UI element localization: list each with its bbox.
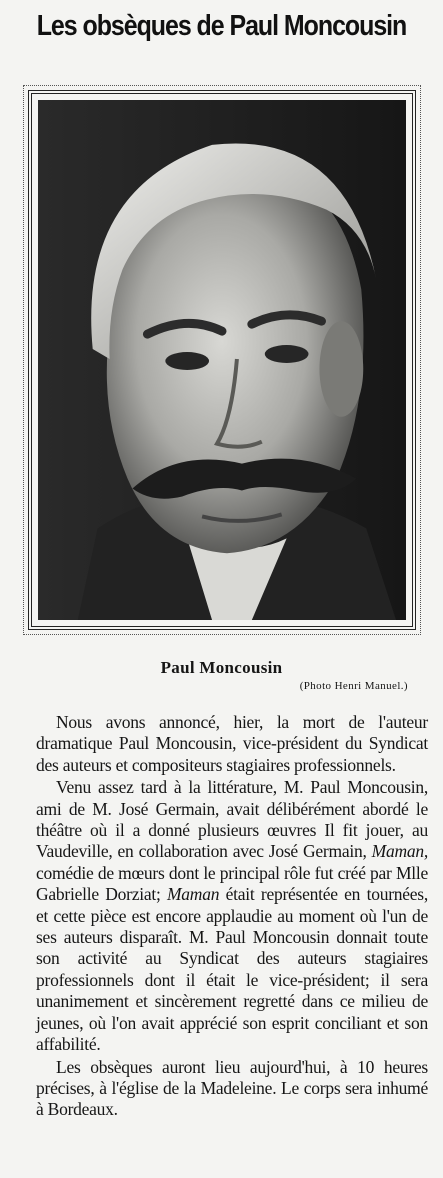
- article-paragraph-2-part-2: comédie de mœurs dont le principal rôle fut créé par Mlle Gabrielle Dorziat;: [36, 862, 428, 905]
- play-title-maman: Maman: [166, 884, 220, 905]
- article-paragraph-2-part-1: Venu assez tard à la littérature, M. Paul Moncousin, ami de M. José Germain, avait délibérément abordé le théâtre où il a donné plusieurs œuvres Il fit jouer, au Vaudeville, en collaboration avec José Germain,: [36, 777, 428, 862]
- portrait-illustration: [38, 100, 406, 620]
- play-title-maman: Maman,: [371, 841, 428, 862]
- article-paragraph-2: [36, 777, 428, 1055]
- article-paragraph-1: Nous avons annoncé, hier, la mort de l'auteur dramatique Paul Moncousin, vice-président du Syndicat des auteurs et compositeurs stagiaires professionnels.: [36, 712, 428, 775]
- headline: Les obsèques de Paul Moncousin: [36, 10, 407, 42]
- article-paragraph-2-part-3: était représentée en tournées, et cette pièce est encore applaudie au moment où l'un de ses auteurs disparaît. M. Paul Moncousin donnait toute son activité au Syndicat des auteurs stagiaires professionnels dont il était le vice-président; il sera unanimement et sincèrement regretté dans ce milieu de jeunes, où l'on avait apprécié son esprit conciliant et son affabilité.: [36, 884, 428, 1055]
- article-body: [36, 712, 428, 1121]
- portrait-photo: [38, 100, 406, 620]
- photo-caption-name: Paul Moncousin: [160, 658, 283, 677]
- article-paragraph-3: Les obsèques auront lieu aujourd'hui, à 10 heures précises, à l'église de la Madeleine. Le corps sera inhumé à Bordeaux.: [36, 1056, 428, 1120]
- portrait-photo-frame: [28, 90, 416, 630]
- photo-caption-credit: (Photo Henri Manuel.): [299, 680, 408, 692]
